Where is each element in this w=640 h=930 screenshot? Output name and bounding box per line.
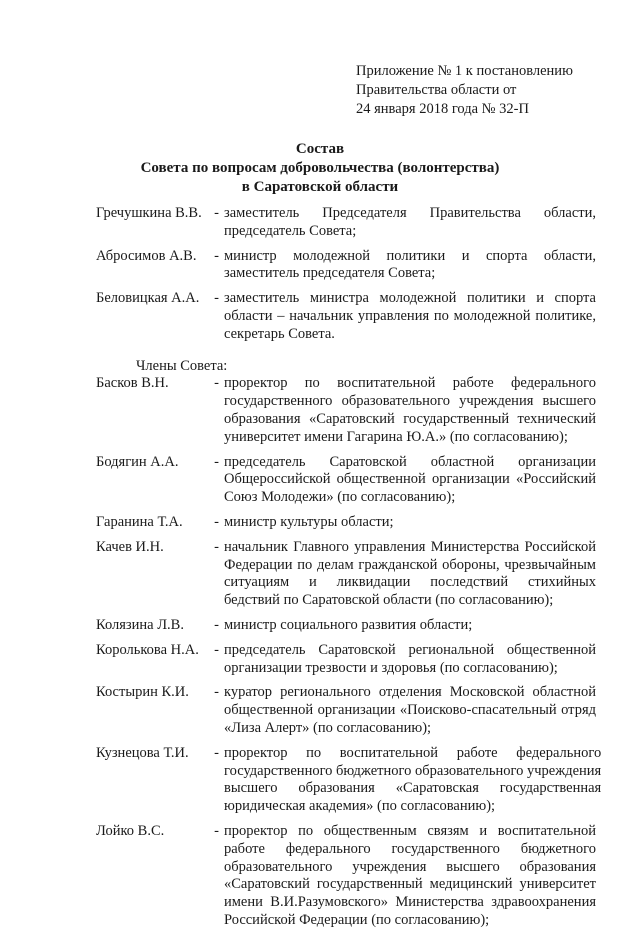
position-line: министр культуры области;: [224, 513, 394, 530]
dash-separator: -: [214, 684, 219, 701]
person-name: Королькова Н.А.: [96, 641, 199, 658]
members-row: [96, 617, 596, 635]
spacer: [96, 447, 596, 454]
position-line: начальник Главного управления Министерства Российской: [224, 538, 596, 555]
person-position: [224, 745, 601, 816]
position-line: ситуациям и ликвидации последствий стихийных: [224, 574, 596, 591]
dash-separator: -: [214, 641, 219, 658]
position-line: секретарь Совета.: [224, 325, 335, 342]
person-name: Бодягин А.А.: [96, 453, 179, 470]
position-line: общественной организации «Поисково-спасательный отряд: [224, 702, 596, 719]
position-line: «Саратовский государственный медицинский университет: [224, 876, 596, 893]
dash-separator: -: [214, 375, 219, 392]
position-line: работе федерального государственного бюджетного: [224, 840, 596, 857]
dash-separator: -: [214, 205, 219, 221]
spacer: [96, 283, 596, 290]
position-line: юридическая академия» (по согласованию);: [224, 798, 496, 815]
person-position: [224, 823, 596, 930]
dash-separator: -: [214, 513, 219, 530]
spacer: [96, 241, 596, 248]
dash-separator: -: [214, 538, 219, 555]
position-line: государственного бюджетного образовательного учреждения: [224, 762, 602, 779]
title-line-2: Совета по вопросам добровольчества (волонтерства): [140, 160, 500, 176]
members-row: [96, 744, 602, 816]
person-position: [224, 684, 596, 737]
position-line: Федерации по делам гражданской обороны, чрезвычайным: [224, 556, 596, 573]
person-name: Абросимов А.В.: [96, 247, 197, 264]
title-line-1: Состав: [295, 141, 345, 157]
spacer: [96, 610, 596, 617]
members-row: [96, 375, 596, 446]
position-line: государственного образовательного учреждения высшего: [224, 393, 596, 410]
person-position: [224, 290, 596, 343]
position-line: заместитель председателя Совета;: [224, 265, 436, 282]
spacer: [96, 532, 596, 539]
document-title: [0, 140, 640, 197]
spacer: [96, 816, 596, 823]
appendix-line-1: Приложение № 1 к постановлению: [356, 63, 573, 79]
title-line-3: в Саратовской области: [241, 179, 399, 195]
person-name: Колязина Л.В.: [96, 616, 184, 633]
position-line: министр социального развития области;: [224, 616, 473, 633]
person-position: [224, 539, 596, 610]
person-name: Кузнецова Т.И.: [96, 744, 189, 761]
spacer: [96, 677, 596, 684]
position-line: университет имени Гагарина Ю.А.» (по согласованию);: [224, 428, 568, 445]
members-row: [96, 684, 596, 737]
person-name: Гречушкина В.В.: [96, 205, 202, 221]
members-row: [96, 642, 596, 678]
position-line: заместитель Председателя Правительства области,: [224, 205, 596, 221]
position-line: Союз Молодежи» (по согласованию);: [224, 489, 456, 506]
person-position: [224, 642, 596, 678]
dash-separator: -: [214, 822, 219, 839]
person-name: Лойко В.С.: [96, 822, 165, 839]
appendix-line-2: Правительства области от: [356, 82, 517, 98]
position-line: председатель Совета;: [224, 222, 357, 239]
members-row: [96, 823, 596, 930]
position-line: проректор по общественным связям и воспитательной: [224, 822, 596, 839]
position-line: образовательного учреждения высшего образования: [224, 858, 596, 875]
dash-separator: -: [214, 290, 219, 307]
members-row: [96, 514, 596, 532]
position-line: бедствий по Саратовской области (по согласованию);: [224, 592, 554, 609]
person-position: [224, 248, 596, 284]
person-position: [224, 454, 596, 507]
position-line: Российской Федерации (по согласованию);: [224, 911, 490, 928]
dash-separator: -: [214, 247, 219, 264]
position-line: высшего образования «Саратовская государственная: [224, 780, 602, 797]
leadership-row: [96, 290, 596, 343]
dash-separator: -: [214, 453, 219, 470]
spacer: [96, 738, 596, 745]
position-line: проректор по воспитательной работе федерального: [224, 744, 602, 761]
spacer: [96, 507, 596, 514]
position-line: министр молодежной политики и спорта области,: [224, 247, 596, 264]
position-line: заместитель министра молодежной политики и спорта: [224, 290, 596, 307]
composition-list: [96, 205, 602, 930]
position-line: председатель Саратовской региональной общественной: [224, 641, 596, 658]
person-position: [224, 375, 596, 446]
position-line: организации трезвости и здоровья (по согласованию);: [224, 659, 558, 676]
leadership-row: [96, 248, 596, 284]
position-line: образования «Саратовский государственный технический: [224, 410, 596, 427]
appendix-line-3: 24 января 2018 года № 32-П: [356, 101, 529, 117]
position-line: проректор по воспитательной работе федерального: [224, 375, 596, 392]
spacer: [96, 635, 596, 642]
position-line: куратор регионального отделения Московской областной: [224, 684, 596, 701]
members-row: [96, 539, 596, 610]
person-name: Качев И.Н.: [96, 538, 164, 555]
members-row: [96, 454, 596, 507]
person-position: [224, 617, 596, 635]
person-name: Басков В.Н.: [96, 375, 169, 392]
person-name: Беловицкая А.А.: [96, 290, 200, 307]
position-line: имени В.И.Разумовского» Министерства здравоохранения: [224, 894, 596, 911]
person-name: Костырин К.И.: [96, 684, 189, 701]
leadership-row: [96, 205, 596, 241]
position-line: «Лиза Алерт» (по согласованию);: [224, 719, 432, 736]
position-line: области – начальник управления по молодежной политике,: [224, 307, 596, 324]
person-position: [224, 205, 596, 241]
members-label: Члены Совета:: [136, 357, 228, 374]
position-line: Общероссийской общественной организации «Российский: [224, 471, 596, 488]
dash-separator: -: [214, 616, 219, 633]
person-position: [224, 514, 596, 532]
dash-separator: -: [214, 744, 219, 761]
position-line: председатель Саратовской областной организации: [224, 453, 596, 470]
appendix-header: [356, 62, 573, 119]
person-name: Гаранина Т.А.: [96, 513, 183, 530]
